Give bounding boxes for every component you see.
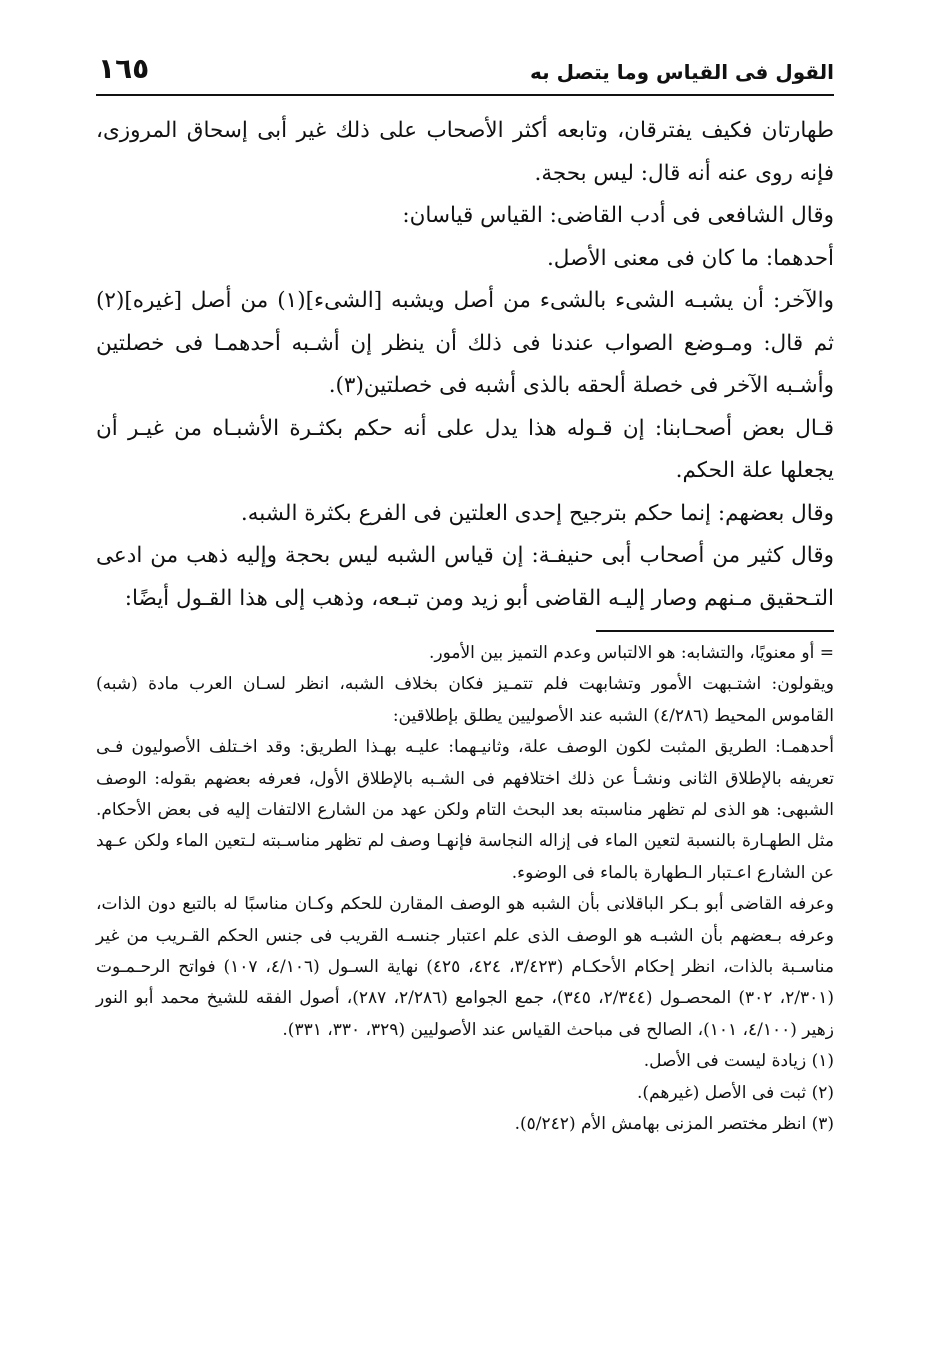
footnote-continuation-line: أحدهمـا: الطريق المثبت لكون الوصف علة، وثانيـهما: عليـه بهـذا الطريق: وقد اخـتلف الأصوليون فـى تعريفه بالإطلاق الثانى ونشـأ عن ذلك اختلافهم فى الشـبه بالإطلاق الأول، فعرفه بعضهم بقوله: الوصف الشبهى: هو الذى لم تظهر مناسبته بعد البحث التام ولكن عهد من الشارع الالتفات إليه فى بعض الأحكام. مثل الطهـارة بالنسبة لتعين الماء فى إزاله النجاسة فإنهـا وصف لم تظهر مناسـبته لـتعين الماء ولكن عـهد عن الشارع اعـتبار الـطهارة بالماء فى الوضوء. bbox=[96, 737, 834, 883]
footnotes bbox=[96, 638, 834, 1141]
footnote-3: (٣) انظر مختصر المزنى بهامش الأم (٥/٢٤٢). bbox=[514, 1114, 834, 1135]
footnote-2: (٢) ثبت فى الأصل (غيرهم). bbox=[637, 1082, 834, 1103]
footnote-divider bbox=[596, 630, 834, 632]
body-paragraph: وقال الشافعى فى أدب القاضى: القياس قياسان: bbox=[402, 203, 834, 228]
running-header bbox=[96, 48, 834, 96]
main-text bbox=[96, 110, 834, 620]
body-paragraph: أحدهما: ما كان فى معنى الأصل. bbox=[546, 245, 834, 271]
body-paragraph: قـال بعض أصحـابنا: إن قـوله هذا يدل على أنه حكم بكثـرة الأشبـاه من غيـر أن يجعلها علة الحكم. bbox=[96, 415, 834, 483]
book-page bbox=[96, 48, 834, 1141]
chapter-title: القول فى القياس وما يتصل به bbox=[529, 60, 834, 84]
body-paragraph: وقال بعضهم: إنما حكم بترجيح إحدى العلتين فى الفرع بكثرة الشبه. bbox=[240, 500, 834, 526]
page-number: ١٦٥ bbox=[98, 52, 150, 85]
footnote-continuation-line: وعرفه القاضى أبو بـكر الباقلانى بأن الشبه هو الوصف المقارن للحكم وكـان مناسبًا له بالتبع دون الذات، وعرفه بـعضهم بأن الشبـه هو الوصف الذى علم اعتبار جنسـه القريب فى جنس الحكم القـريب من غير مناسـبة بالذات، انظر إحكام الأحكـام (٣/٤٢٣، ٤٢٤، ٤٢٥) نهاية السـول (٤/١٠٦، ١٠٧) فواتح الرحـمـوت (٢/٣٠١، ٣٠٢) المحصـول (٢/٣٤٤، ٣٤٥)، جمع الجوامع (٢/٢٨٦، ٢٨٧)، أصول الفقه للشيخ محمد أبو النور زهير (٤/١٠٠، ١٠١)، الصالح فى مباحث القياس عند الأصوليين (٣٢٩، ٣٣٠، ٣٣١). bbox=[96, 894, 835, 1040]
footnote-continuation-line: ويقولون: اشتـبهت الأمور وتشابهت فلم تتمـيز فكان بخلاف الشبه، انظر لسـان العرب مادة (شبه) القاموس المحيط (٤/٢٨٦) الشبه عند الأصوليين يطلق بإطلاقين: bbox=[96, 674, 834, 726]
footnote-continuation-line: = أو معنويًا، والتشابه: هو الالتباس وعدم التميز بين الأمور. bbox=[428, 643, 834, 663]
body-paragraph: وقال كثير من أصحاب أبى حنيفـة: إن قياس الشبه ليس بحجة وإليه ذهب من ادعى التـحقيق مـنهم وصار إليـه القاضى أبو زيد ومن تبـعه، وذهب إلى هذا القـول أيضًا: bbox=[96, 543, 834, 611]
body-paragraph: طهارتان فكيف يفترقان، وتابعه أكثر الأصحاب على ذلك غير أبى إسحاق المروزى، فإنه روى عنه أنه قال: ليس بحجة. bbox=[96, 118, 834, 186]
footnote-1: (١) زيادة ليست فى الأصل. bbox=[643, 1051, 834, 1072]
body-paragraph: والآخر: أن يشبـه الشىء بالشىء من أصل ويشبه [الشىء](١) من أصل [غيره](٢) ثم قال: ومـوضع الصواب عندنا فى ذلك أن ينظر إن أشـبه أحدهمـا فى خصلتين وأشـبه الآخر فى خصلة ألحقه بالذى أشبه فى خصلتين(٣). bbox=[96, 288, 835, 398]
